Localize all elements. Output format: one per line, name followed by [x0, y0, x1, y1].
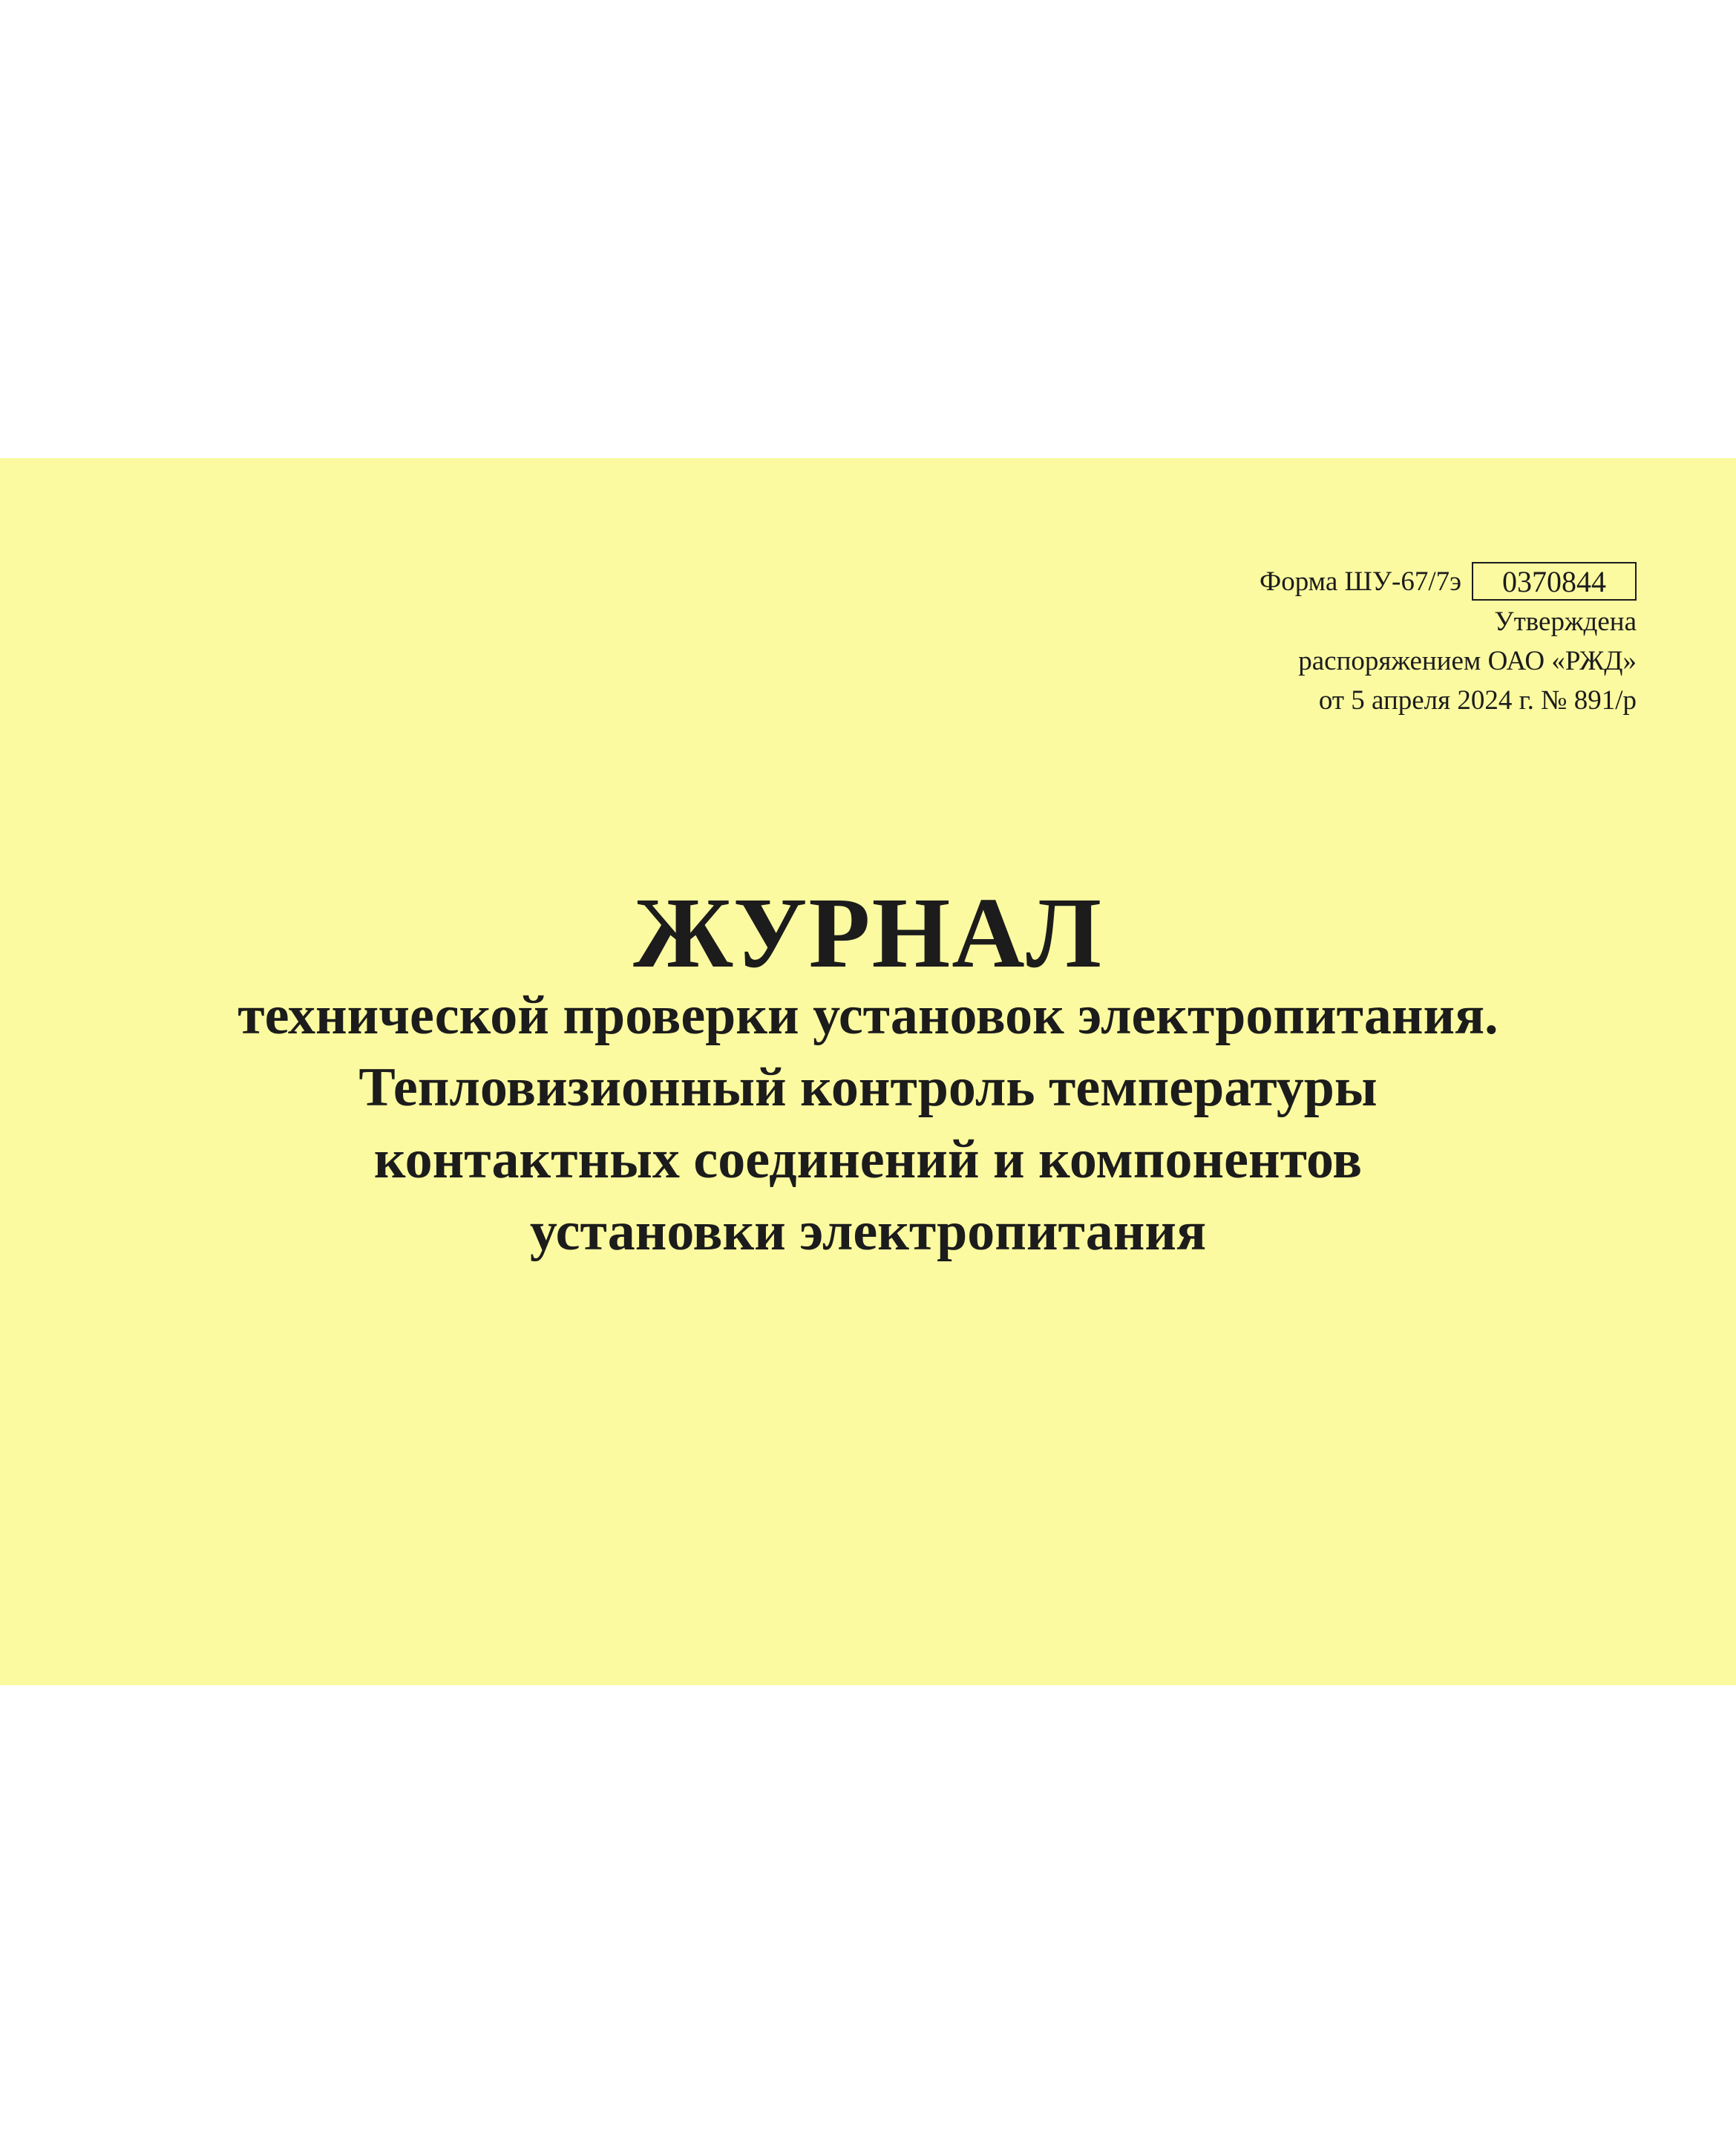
subtitle-line-4: установки электропитания	[529, 1201, 1207, 1262]
journal-title-text: ЖУРНАЛ	[633, 877, 1103, 989]
journal-subtitle	[0, 980, 1736, 1268]
approval-line-3: от 5 апреля 2024 г. № 891/р	[1318, 685, 1637, 716]
form-number-box	[1472, 562, 1637, 601]
journal-title	[0, 877, 1736, 989]
approval-line-1: Утверждена	[1494, 607, 1637, 637]
form-identification-row	[1260, 562, 1637, 601]
form-code-label: Форма ШУ-67/7э	[1259, 566, 1461, 597]
approval-block	[1298, 602, 1637, 720]
approval-line-2: распоряжением ОАО «РЖД»	[1298, 646, 1637, 676]
subtitle-line-3: контактных соединений и компонентов	[373, 1129, 1363, 1190]
subtitle-line-1: технической проверки установок электропитания.	[238, 985, 1498, 1046]
subtitle-line-2: Тепловизионный контроль температуры	[358, 1057, 1378, 1118]
form-number-value: 0370844	[1502, 564, 1606, 598]
